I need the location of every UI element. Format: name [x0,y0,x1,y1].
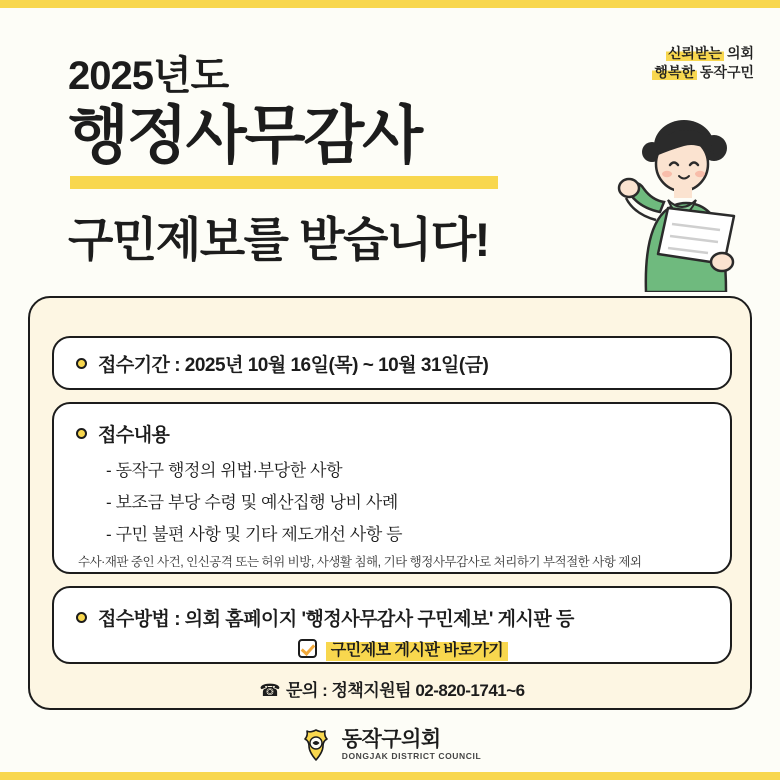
period-box [52,336,732,390]
list-item: - 동작구 행정의 위법·부당한 사항 [106,461,343,480]
title-main: 행정사무감사 [68,101,422,171]
title-underline [70,176,498,189]
content-title: 접수내용 [98,425,170,446]
content-title-row [76,420,730,447]
person-illustration [572,112,762,292]
bullet-dot-icon [76,428,87,439]
list-item: - 보조금 부당 수령 및 예산집행 낭비 사례 [106,493,398,512]
report-board-link[interactable]: 구민제보 게시판 바로가기 [326,636,508,661]
bullet-dot-icon [76,612,87,623]
period-title: 접수기간 : 2025년 10월 16일(목) ~ 10월 31일(금) [98,354,489,376]
slogan-line-2-rest: 동작구민 [699,63,754,80]
top-accent-bar [0,0,780,8]
page-title [68,54,421,172]
bullet-dot-icon [76,358,87,369]
footer-name-ko: 동작구의회 [341,728,441,752]
info-card [28,296,752,710]
title-sub: 구민제보를 받습니다! [68,213,489,266]
council-slogan [652,44,754,82]
slogan-line-2 [652,63,754,82]
method-title: 접수방법 : 의회 홈페이지 '행정사무감사 구민제보' 게시판 등 [98,608,574,630]
slogan-line-1 [652,44,754,63]
phone-icon: ☎ [259,681,281,700]
cta-row[interactable] [76,636,730,661]
content-box [52,402,732,574]
period-row [54,338,730,388]
content-list [106,456,730,545]
footer-text [342,728,482,762]
slogan-line-2-highlight: 행복한 [654,63,695,80]
method-inner [54,588,730,661]
title-year: 2025년도 [68,54,229,98]
content-exclusion-note: 수사·재판 중인 사건, 인신공격 또는 허위 비방, 사생활 침해, 기타 행정사무감사로 처리하기 부적절한 사항 제외 [78,555,642,569]
list-item: - 구민 불편 사항 및 기타 제도개선 사항 등 [106,525,403,544]
footer [0,728,780,762]
method-box [52,586,732,664]
content-inner [54,404,730,570]
contact-text: 문의 : 정책지원팀 02-820-1741~6 [286,681,525,700]
slogan-line-1-highlight: 신뢰받는 [667,45,722,61]
council-emblem-icon [299,728,333,762]
method-title-row [76,588,730,634]
check-icon [298,639,317,658]
bottom-accent-bar [0,772,780,780]
contact-line [30,676,754,701]
footer-name-en: DONGJAK DISTRICT COUNCIL [341,751,482,762]
slogan-line-1-rest: 의회 [726,45,754,61]
